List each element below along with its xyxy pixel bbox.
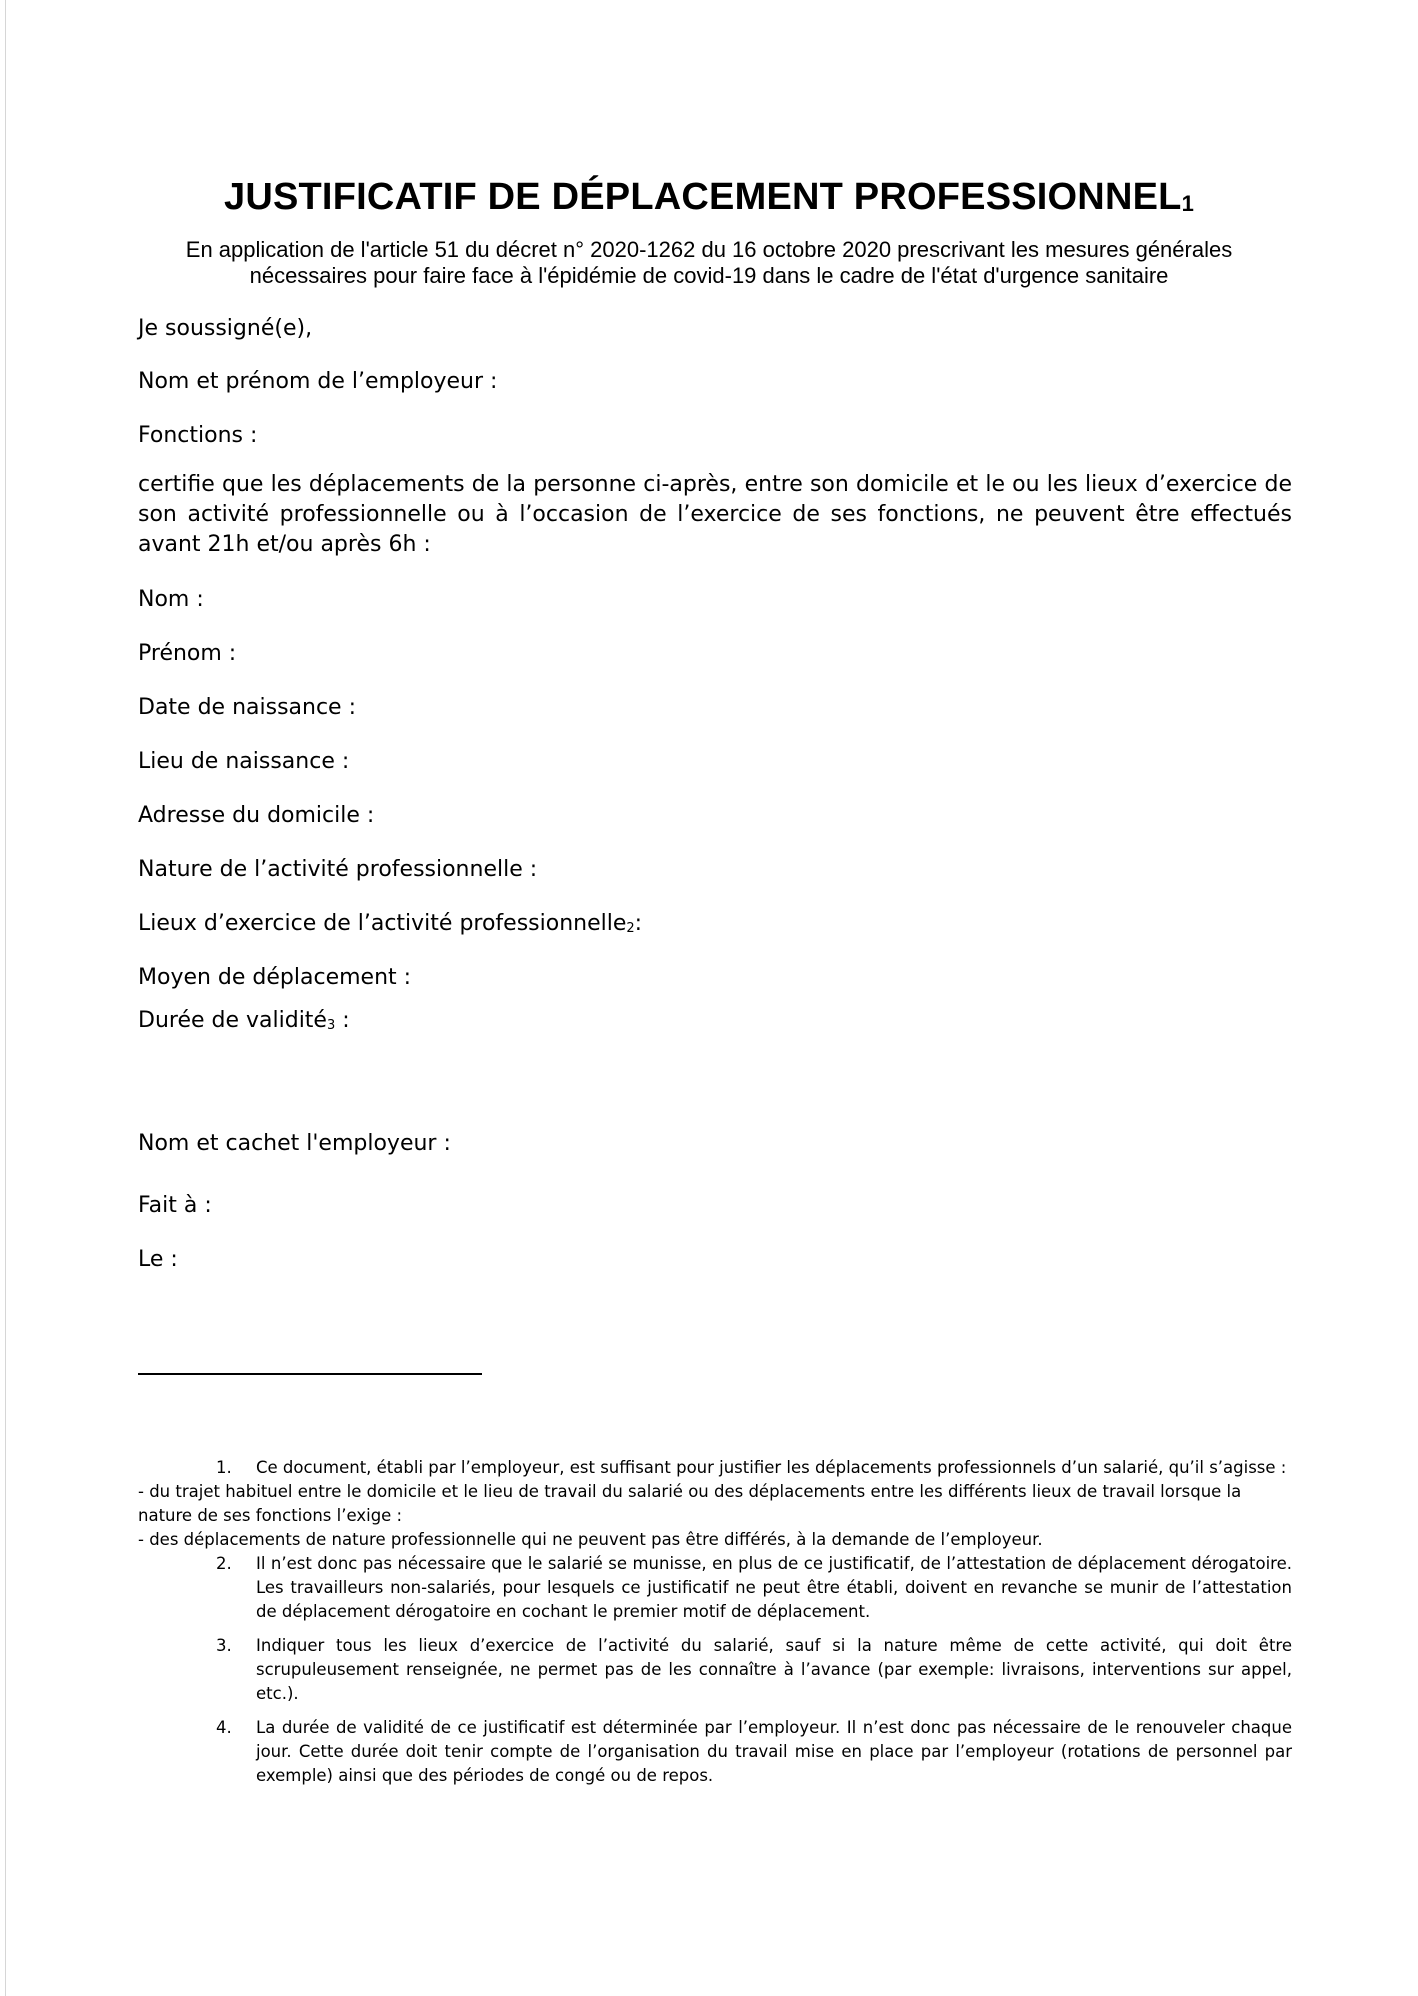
workplaces-colon: : <box>634 911 643 936</box>
footnote-4-number: 4. <box>216 1718 232 1737</box>
footnote-2-text: Il n’est donc pas nécessaire que le salarié se munisse, en plus de ce justificatif, de l’attestation de déplacement dérogatoire. Les travailleurs non-salariés, pour lesquels ce justificatif ne peut être établi, doivent en revanche se munir de l’attestation de déplacement dérogatoire en cochant le premier motif de déplacement. <box>256 1554 1292 1621</box>
document-title <box>0 176 1418 219</box>
workplaces-label <box>138 911 642 936</box>
birth-place-label: Lieu de naissance : <box>138 749 350 774</box>
footnote-4 <box>138 1716 1292 1788</box>
validity-label <box>138 1008 350 1033</box>
validity-footnote-ref: 3 <box>326 1018 336 1033</box>
validity-colon: : <box>335 1008 350 1033</box>
subtitle-line-1: En application de l'article 51 du décret n° 2020-1262 du 16 octobre 2020 prescrivant les mesures générales <box>185 237 1233 262</box>
date-label: Le : <box>138 1247 178 1272</box>
footnote-3-number: 3. <box>216 1636 232 1655</box>
employer-functions-label: Fonctions : <box>138 423 258 448</box>
birth-date-label: Date de naissance : <box>138 695 356 720</box>
footnote-3-text: Indiquer tous les lieux d’exercice de l’activité du salarié, sauf si la nature même de cette activité, qui doit être scrupuleusement renseignée, ne permet pas de les connaître à l’avance (par exemple: livraisons, interventions sur appel, etc.). <box>256 1636 1292 1703</box>
home-address-label: Adresse du domicile : <box>138 803 375 828</box>
title-text: JUSTIFICATIF DE DÉPLACEMENT PROFESSIONNEL <box>224 176 1182 218</box>
validity-text: Durée de validité <box>138 1008 327 1033</box>
footnote-1-sub-1: - du trajet habituel entre le domicile et le lieu de travail du salarié ou des déplacements entre les différents lieux de travail lorsque la nature de ses fonctions l’exige : <box>138 1482 1242 1525</box>
employee-prenom-label: Prénom : <box>138 641 237 666</box>
footnote-1-text: Ce document, établi par l’employeur, est suffisant pour justifier les déplacements professionnels d’un salarié, qu’il s’agisse : <box>256 1458 1287 1477</box>
footnote-1-number: 1. <box>216 1458 232 1477</box>
transport-mode-label: Moyen de déplacement : <box>138 965 412 990</box>
workplaces-footnote-ref: 2 <box>626 921 635 936</box>
employer-stamp-label: Nom et cachet l'employeur : <box>138 1131 451 1156</box>
footnotes <box>138 1456 1292 1788</box>
footnote-3 <box>138 1634 1292 1706</box>
subtitle-line-2: nécessaires pour faire face à l'épidémie de covid-19 dans le cadre de l'état d'urgence sanitaire <box>249 263 1169 288</box>
certification-paragraph: certifie que les déplacements de la personne ci-après, entre son domicile et le ou les lieux d’exercice de son activité professionnelle ou à l’occasion de l’exercice de ses fonctions, ne peuvent être effectués avant 21h et/ou après 6h : <box>138 472 1292 557</box>
footnote-1-sub-2: - des déplacements de nature professionnelle qui ne peuvent pas être différés, à la demande de l’employeur. <box>138 1530 1043 1549</box>
activity-nature-label: Nature de l’activité professionnelle : <box>138 857 538 882</box>
employee-nom-label: Nom : <box>138 587 204 612</box>
footnote-separator <box>138 1373 482 1375</box>
employer-name-label: Nom et prénom de l’employeur : <box>138 369 498 394</box>
title-footnote-ref: 1 <box>1181 191 1194 216</box>
workplaces-text: Lieux d’exercice de l’activité professionnelle <box>138 911 627 936</box>
fait-a-label: Fait à : <box>138 1193 212 1218</box>
footnote-4-text: La durée de validité de ce justificatif est déterminée par l’employeur. Il n’est donc pas nécessaire de le renouveler chaque jour. Cette durée doit tenir compte de l’organisation du travail mise en place par l’employeur (rotations de personnel par exemple) ainsi que des périodes de congé ou de repos. <box>256 1718 1292 1785</box>
document-subtitle <box>0 237 1418 289</box>
footnote-1 <box>138 1456 1292 1480</box>
footnote-2 <box>138 1552 1292 1624</box>
intro-text: Je soussigné(e), <box>138 316 313 341</box>
footnote-2-number: 2. <box>216 1554 232 1573</box>
